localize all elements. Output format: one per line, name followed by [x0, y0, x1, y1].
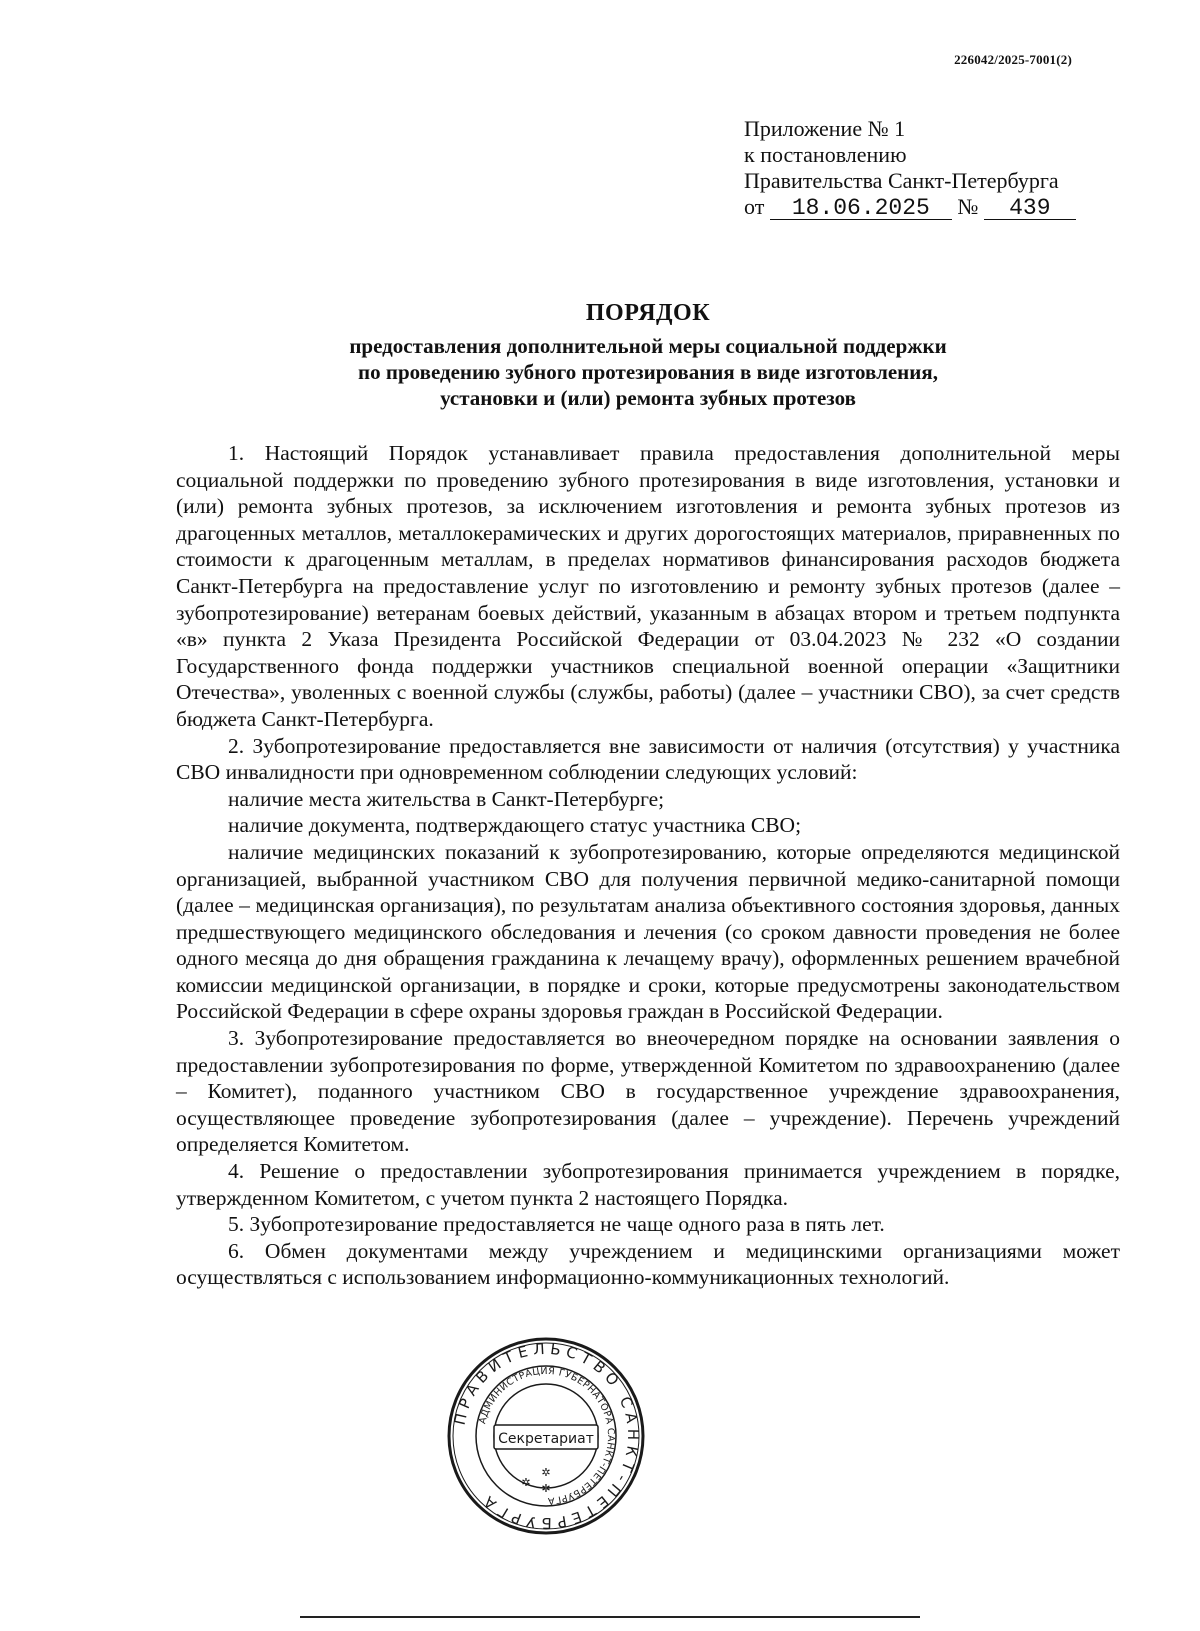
stamp-outer-text: ПРАВИТЕЛЬСТВО САНКТ-ПЕТЕРБУРГА — [450, 1339, 643, 1533]
paragraph-4: 4. Решение о предоставлении зубопротезирования принимается учреждением в порядке, утвержденном Комитетом, с учетом пункта 2 настоящего Порядка. — [176, 1159, 1120, 1210]
appendix-line-3: Правительства Санкт-Петербурга — [744, 168, 1059, 193]
document-heading — [178, 300, 1118, 411]
document-id: 226042/2025-7001(2) — [954, 52, 1072, 67]
paragraph-2-condition-1: наличие места жительства в Санкт-Петербурге; — [228, 786, 665, 811]
paragraph-5: 5. Зубопротезирование предоставляется не чаще одного раза в пять лет. — [228, 1212, 885, 1237]
paragraph-1: 1. Настоящий Порядок устанавливает правила предоставления дополнительной меры социальной поддержки по проведению зубного протезирования в виде изготовления, установки и (или) ремонта зубных протезов, за исключением изготовления и ремонта зубных протезов из драгоценных металлов, металлокерамических и других дорогостоящих материалов, приравненных по стоимости к драгоценным металлам, в пределах нормативов финансирования расходов бюджета Санкт-Петербурга на предоставление услуг по изготовлению и ремонту зубных протезов (далее – зубопротезирование) ветеранам боевых действий, указанным в абзацах втором и третьем подпункта «в» пункта 2 Указа Президента Российской Федерации от 03.04.2023 № 232 «О создании Государственного фонда поддержки участников специальной военной операции «Защитники Отечества», уволенных с военной службы (службы, работы) (далее – участники СВО), за счет средств бюджета Санкт-Петербурга. — [176, 441, 1120, 731]
document-body — [176, 440, 1120, 1291]
decree-number: 439 — [984, 197, 1076, 220]
number-label: № — [957, 194, 979, 219]
stamp-inner-text: АДМИНИСТРАЦИЯ ГУБЕРНАТОРА САНКТ-ПЕТЕРБУРГА — [477, 1365, 617, 1507]
appendix-block — [744, 116, 1104, 220]
document-subtitle-3: установки и (или) ремонта зубных протезов — [440, 386, 856, 410]
paragraph-2-condition-2: наличие документа, подтверждающего статус участника СВО; — [228, 813, 802, 838]
stamp-star-center: ✲ — [541, 1482, 551, 1495]
stamp-center-text: Секретариат — [498, 1431, 594, 1447]
document-subtitle-1: предоставления дополнительной меры социальной поддержки — [349, 334, 947, 358]
document-subtitle-2: по проведению зубного протезирования в виде изготовления, — [358, 360, 938, 384]
stamp-star-left: ✲ — [521, 1476, 531, 1489]
document-title: ПОРЯДОК — [585, 300, 711, 326]
bottom-scan-line — [300, 1616, 920, 1618]
decree-date: 18.06.2025 — [770, 197, 952, 220]
appendix-date-line — [744, 194, 1104, 220]
from-label: от — [744, 194, 765, 219]
paragraph-3: 3. Зубопротезирование предоставляется во внеочередном порядке на основании заявления о предоставлении зубопротезирования по форме, утвержденной Комитетом по здравоохранению (далее – Комитет), поданного участником СВО в государственное учреждение здравоохранения, осуществляющее проведение зубопротезирования (далее – учреждение). Перечень учреждений определяется Комитетом. — [176, 1026, 1120, 1157]
appendix-line-1: Приложение № 1 — [744, 116, 906, 141]
stamp-star-top: ✲ — [541, 1466, 551, 1479]
appendix-line-2: к постановлению — [744, 142, 907, 167]
paragraph-2-condition-3: наличие медицинских показаний к зубопротезированию, которые определяются медицинской организацией, выбранной участником СВО для получения первичной медико-санитарной помощи (далее – медицинская организация), по результатам анализа объективного состояния здоровья, данных предшествующего медицинского обследования и лечения (со сроком давности проведения не более одного месяца до дня обращения гражданина к лечащему врачу), оформленных решением врачебной комиссии медицинской организации, в порядке и сроки, которые предусмотрены законодательством Российской Федерации в сфере охраны здоровья граждан в Российской Федерации. — [176, 839, 1120, 1024]
secretariat-stamp — [446, 1336, 646, 1536]
paragraph-6: 6. Обмен документами между учреждением и медицинскими организациями может осуществляться с использованием информационно-коммуникационных технологий. — [176, 1238, 1120, 1290]
paragraph-2: 2. Зубопротезирование предоставляется вне зависимости от наличия (отсутствия) у участника СВО инвалидности при одновременном соблюдении следующих условий: — [176, 733, 1120, 785]
